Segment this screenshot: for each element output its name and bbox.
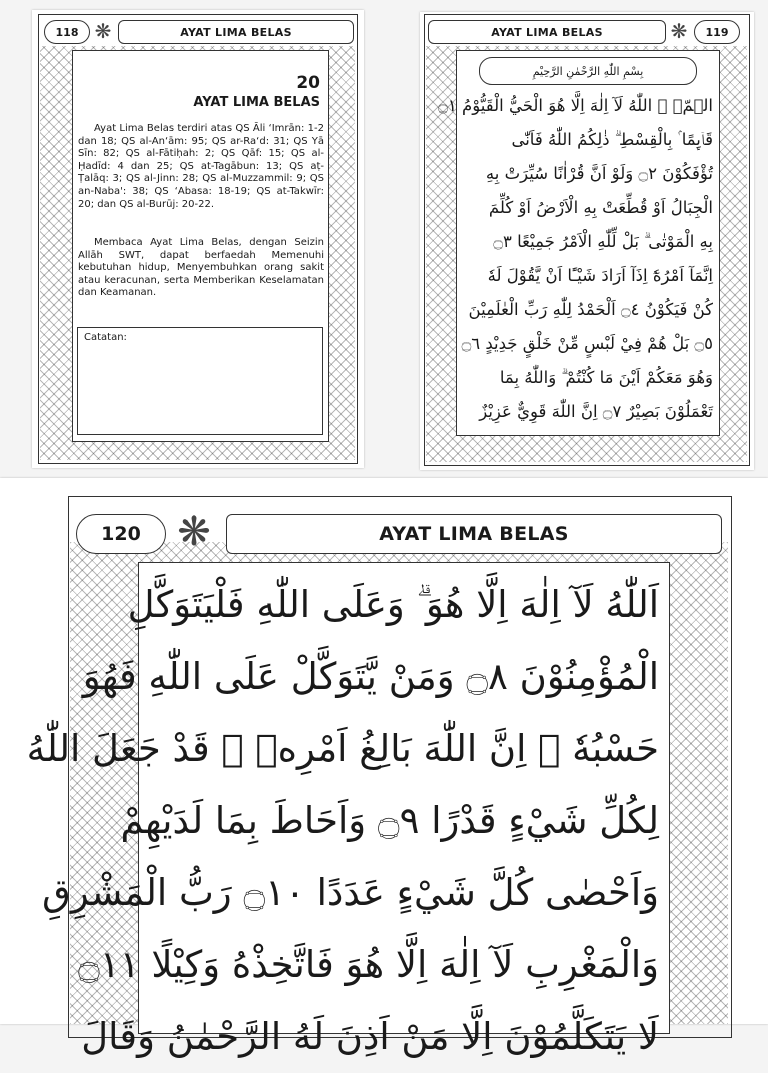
running-title: AYAT LIMA BELAS bbox=[118, 20, 354, 44]
page-number: 119 bbox=[694, 20, 740, 44]
verse-line: الْمُؤْمِنُوْنَ ۝٨ وَمَنْ يَّتَوَكَّلْ عَلَى اللّٰهِ فَهُوَ bbox=[82, 655, 659, 698]
content-panel bbox=[72, 50, 329, 442]
knot-ornament-icon: ❋ bbox=[94, 19, 112, 43]
intro-paragraph: Ayat Lima Belas terdiri atas QS Āli ‘Imrān: 1-2 dan 18; QS al-An‘ām: 95; QS ar-Ra‘d: 31; QS Yā Sīn: 82; QS al-Fātiḥah: 2; QS Qāf: 15; QS al-Ḥadīd: 4 dan 25; QS at-Tagābun: 13; QS aṭ-Ṭalāq: 3; QS al-Jinn: 28; QS al-Muzzammil: 9; QS an-Naba': 38; QS ‘Abasa: 18-19; QS at-Takwīr: 20; dan QS al-Burūj: 20-22. bbox=[78, 123, 324, 210]
verse-line: حَسْبُهٗ ۗ اِنَّ اللّٰهَ بَالِغُ اَمْرِهٖ ۗ قَدْ جَعَلَ اللّٰهُ bbox=[26, 727, 659, 770]
running-title: AYAT LIMA BELAS bbox=[428, 20, 666, 44]
verse-line: تُؤْفَكُوْنَ ۝٢ وَلَوْ اَنَّ قُرْاٰنًا سُيِّرَتْ بِهِ bbox=[485, 164, 713, 183]
verse-line: قَاۤىِٕمًا ۢ بِالْقِسْطِ ۗ ذٰلِكُمُ اللّٰهُ فَاَنّٰى bbox=[511, 130, 713, 149]
page-118 bbox=[32, 10, 364, 468]
verse-line: بِهِ الْمَوْتٰى ۗ بَلْ لِّلّٰهِ الْاَمْرُ جَمِيْعًا ۝٣ bbox=[493, 232, 713, 251]
notes-label: Catatan: bbox=[84, 332, 127, 343]
verse-line: الۤمّۤ ۚ اللّٰهُ لَآ اِلٰهَ اِلَّا هُوَ الْحَيُّ الْقَيُّوْمُ ۝١ bbox=[438, 96, 713, 115]
verse-lines bbox=[26, 569, 659, 1073]
notes-box[interactable] bbox=[77, 327, 323, 435]
verse-lines bbox=[438, 89, 713, 429]
chapter-title: AYAT LIMA BELAS bbox=[193, 95, 320, 110]
verse-line: وَهُوَ مَعَكُمْ اَيْنَ مَا كُنْتُمْ ۗ وَاللّٰهُ بِمَا bbox=[499, 368, 713, 387]
knot-ornament-icon: ❋ bbox=[670, 19, 688, 43]
chapter-number: 20 bbox=[296, 73, 320, 93]
verse-line: ۝٥ بَلْ هُمْ فِيْ لَبْسٍ مِّنْ خَلْقٍ جَدِيْدٍ ۝٦ bbox=[461, 334, 713, 353]
verse-line: لِكُلِّ شَيْءٍ قَدْرًا ۝٩ وَاَحَاطَ بِمَا لَدَيْهِمْ bbox=[120, 799, 659, 842]
page-number: 118 bbox=[44, 20, 90, 44]
basmala-cartouche bbox=[479, 57, 697, 85]
page-120 bbox=[0, 478, 768, 1058]
page-number: 120 bbox=[76, 514, 166, 554]
basmala: بِسْمِ اللّٰهِ الرَّحْمٰنِ الرَّحِيْمِ bbox=[532, 64, 644, 78]
verse-line: كُنْ فَيَكُوْنُ ۝٤ اَلْحَمْدُ لِلّٰهِ رَبِّ الْعٰلَمِيْنَ bbox=[468, 300, 713, 319]
verse-line: وَالْمَغْرِبِ لَآ اِلٰهَ اِلَّا هُوَ فَاتَّخِذْهُ وَكِيْلًا ۝١١ bbox=[78, 943, 659, 986]
knot-ornament-icon: ❋ bbox=[177, 509, 211, 555]
verse-line: لَا يَتَكَلَّمُوْنَ اِلَّا مَنْ اَذِنَ لَهُ الرَّحْمٰنُ وَقَالَ bbox=[81, 1015, 659, 1058]
running-title: AYAT LIMA BELAS bbox=[226, 514, 722, 554]
quran-text-panel bbox=[438, 50, 720, 436]
benefit-paragraph: Membaca Ayat Lima Belas, dengan Seizin Allāh SWT, dapat berfaedah Memenuhi kebutuhan hidup, Menyembuhkan orang sakit atau keracunan, serta Memberikan Keselamatan dan Keamanan. bbox=[78, 237, 324, 299]
verse-line: الْجِبَالُ اَوْ قُطِّعَتْ بِهِ الْاَرْضُ اَوْ كُلِّمَ bbox=[488, 198, 713, 217]
verse-line: اِنَّمَآ اَمْرُهٗٓ اِذَآ اَرَادَ شَيْـًٔا اَنْ يَّقُوْلَ لَهٗ bbox=[487, 266, 713, 285]
verse-line: وَاَحْصٰى كُلَّ شَيْءٍ عَدَدًا ۝١٠ رَبُّ الْمَشْرِقِ bbox=[42, 871, 659, 914]
verse-line: اَللّٰهُ لَآ اِلٰهَ اِلَّا هُوَ ۗ وَعَلَى اللّٰهِ فَلْيَتَوَكَّلِ bbox=[127, 583, 659, 626]
page-119 bbox=[420, 12, 754, 470]
verse-line: تَعْمَلُوْنَ بَصِيْرٌ ۝٧ اِنَّ اللّٰهَ قَوِيٌّ عَزِيْزٌ bbox=[479, 402, 713, 421]
quran-text-panel bbox=[26, 562, 670, 1058]
